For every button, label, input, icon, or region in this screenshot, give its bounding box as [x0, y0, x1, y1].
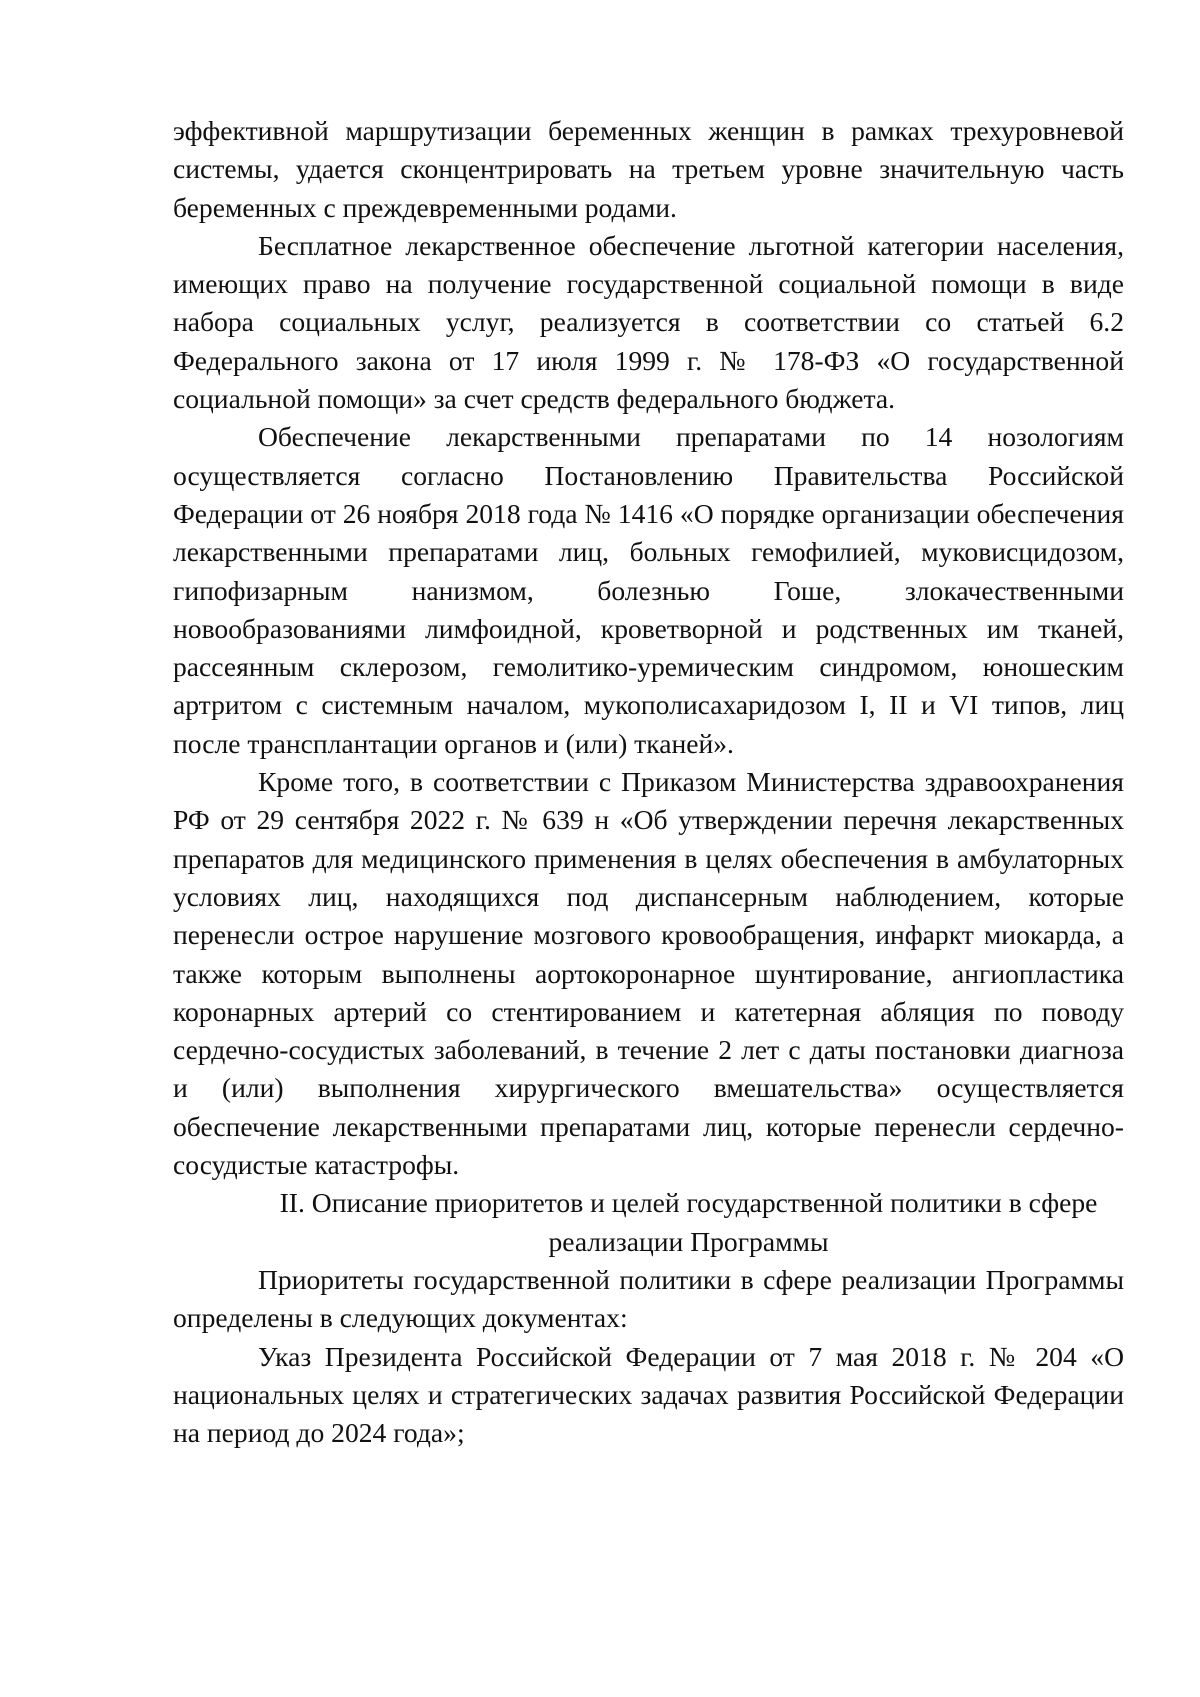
paragraph-priorities: Приоритеты государственной политики в сфере реализации Программы определены в следующих документах: [173, 1263, 1124, 1334]
paragraph-presidential-decree: Указ Президента Российской Федерации от 7 мая 2018 г. № 204 «О национальных целях и стратегических задачах развития Российской Федерации на период до 2024 года»; [173, 1340, 1124, 1449]
paragraph-continuation: эффективной маршрутизации беременных женщин в рамках трехуровневой системы, удается сконцентрировать на третьем уровне значительную часть беременных с преждевременными родами. [173, 115, 1124, 223]
document-body [173, 112, 1124, 1452]
section-heading: II. Описание приоритетов и целей государственной политики в сфере реализации Программы [279, 1187, 1098, 1257]
paragraph-free-drug-provision: Бесплатное лекарственное обеспечение льготной категории населения, имеющих право на получение государственной социальной помощи в виде набора социальных услуг, реализуется в соответствии со статьей 6.2 Федерального закона от 17 июля 1999 г. № 178-ФЗ «О государственной социальной помощи» за счет средств федерального бюджета. [173, 229, 1124, 415]
paragraph-ministry-order: Кроме того, в соответствии с Приказом Министерства здравоохранения РФ от 29 сентября 2022 г. № 639 н «Об утверждении перечня лекарственных препаратов для медицинского применения в целях обеспечения в амбулаторных условиях лиц, находящихся под диспансерным наблюдением, которые перенесли острое нарушение мозгового кровообращения, инфаркт миокарда, а также которым выполнены аортокоронарное шунтирование, ангиопластика коронарных артерий со стентированием и катетерная абляция по поводу сердечно-сосудистых заболеваний, в течение 2 лет с даты постановки диагноза и (или) выполнения хирургического вмешательства» осуществляется обеспечение лекарственными препаратами лиц, которые перенесли сердечно-сосудистые катастрофы. [173, 766, 1124, 1181]
paragraph-14-nosologies: Обеспечение лекарственными препаратами по 14 нозологиям осуществляется согласно Постановлению Правительства Российской Федерации от 26 ноября 2018 года № 1416 «О порядке организации обеспечения лекарственными препаратами лиц, больных гемофилией, муковисцидозом, гипофизарным нанизмом, болезнью Гоше, злокачественными новообразованиями лимфоидной, кроветворной и родственных им тканей, рассеянным склерозом, гемолитико-уремическим синдромом, юношеским артритом с системным началом, мукополисахаридозом I, II и VI типов, лиц после трансплантации органов и (или) тканей». [173, 421, 1124, 759]
